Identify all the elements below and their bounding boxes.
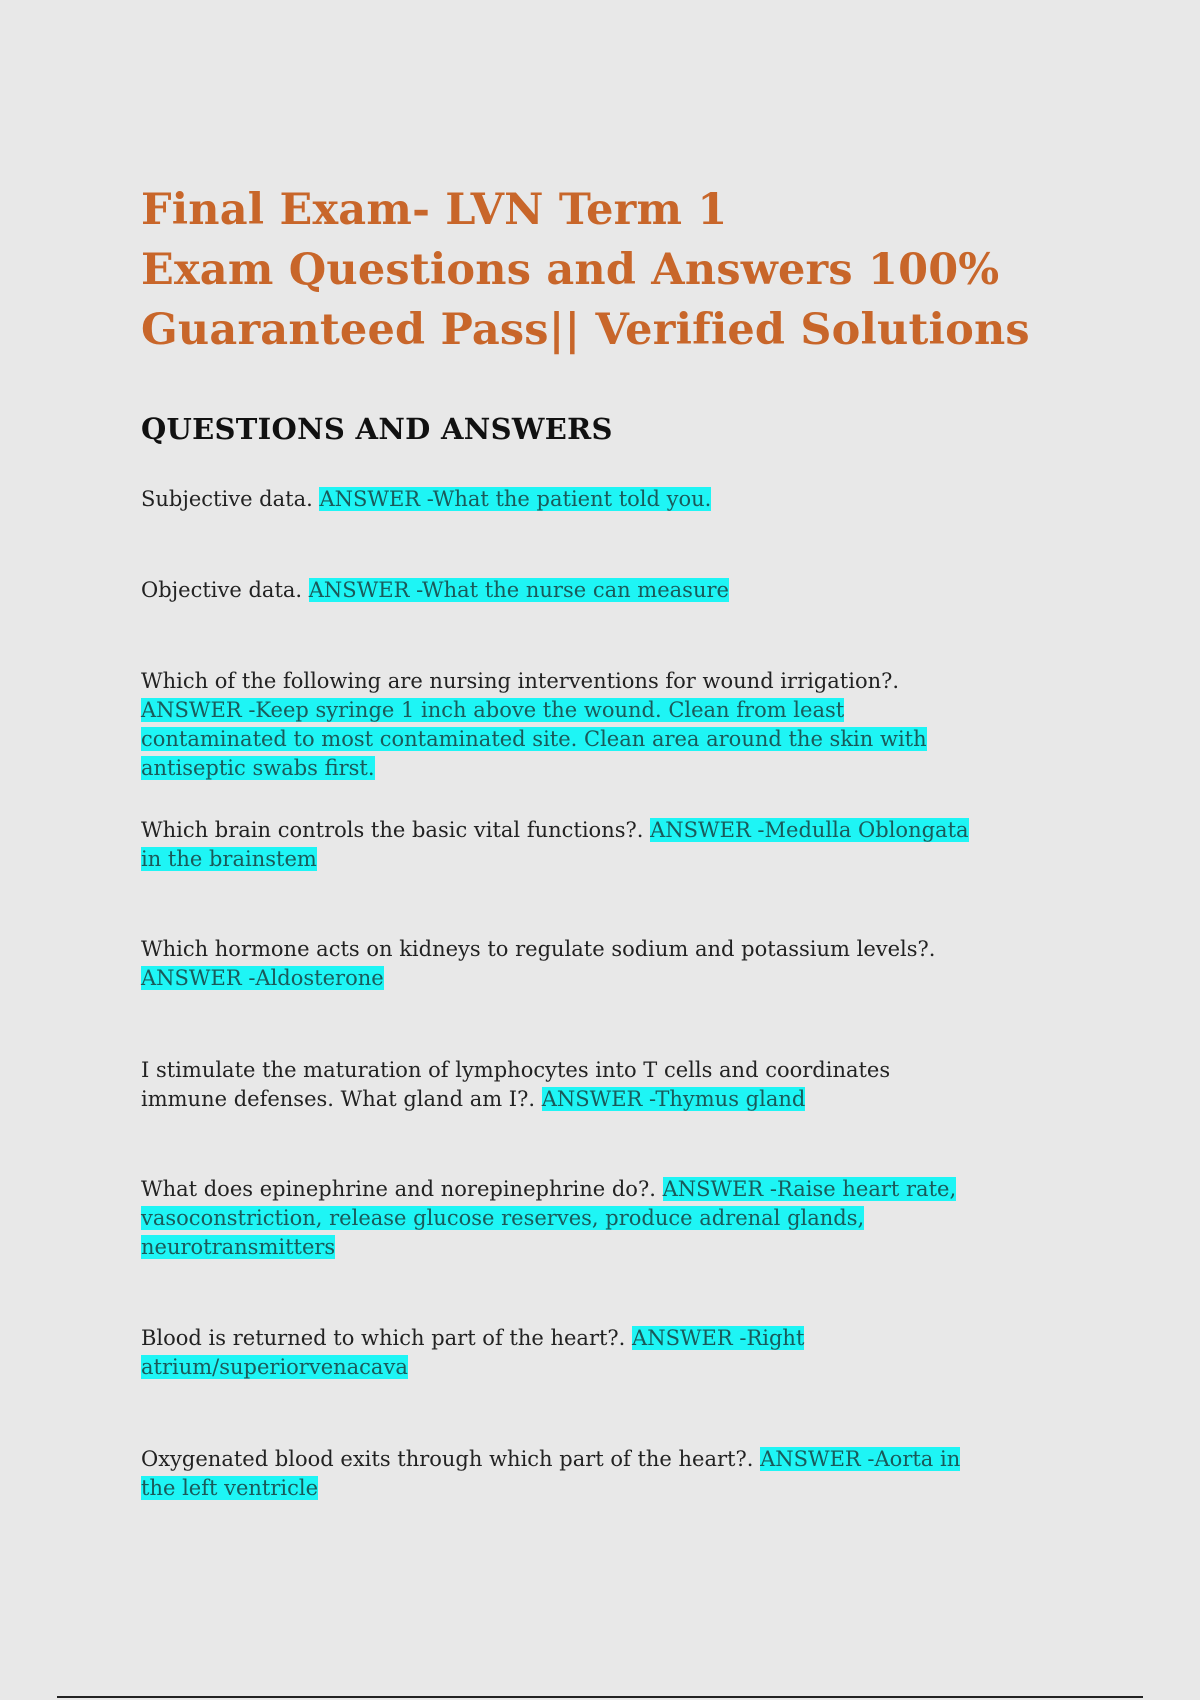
answer-highlight: ANSWER -What the patient told you. (319, 487, 712, 511)
qa-item-kidney-hormone (141, 935, 971, 993)
title-line-1: Final Exam- LVN Term 1 (141, 185, 728, 235)
answer-highlight: ANSWER -Medulla Oblongata in the brainstem (141, 818, 969, 871)
answer-highlight: ANSWER -Thymus gland (541, 1087, 806, 1111)
question-text: Which of the following are nursing interventions for wound irrigation?. (141, 669, 900, 693)
qa-item-epinephrine (141, 1175, 971, 1262)
qa-item-wound-irrigation (141, 667, 971, 783)
question-text: Oxygenated blood exits through which part of the heart?. (141, 1447, 761, 1471)
qa-item-oxygenated-blood (141, 1445, 971, 1503)
question-text: Subjective data. (141, 487, 320, 511)
answer-highlight: ANSWER -What the nurse can measure (308, 578, 729, 602)
question-text: Which hormone acts on kidneys to regulate sodium and potassium levels?. (141, 937, 936, 961)
answer-highlight: ANSWER -Right atrium/superiorvenacava (141, 1326, 805, 1379)
question-text: Which brain controls the basic vital functions?. (141, 818, 651, 842)
answer-highlight: ANSWER -Aorta in the left ventricle (141, 1447, 961, 1500)
title-line-3: Guaranteed Pass|| Verified Solutions (141, 305, 1030, 355)
question-text: Blood is returned to which part of the heart?. (141, 1326, 633, 1350)
qa-item-subjective-data (141, 485, 971, 514)
question-text: I stimulate the maturation of lymphocytes into T cells and coordinates immune defenses. What gland am I?. (141, 1058, 891, 1111)
qa-item-brain-vital-functions (141, 816, 971, 874)
answer-highlight: ANSWER -Raise heart rate, vasoconstriction, release glucose reserves, produce adrenal glands, neurotransmitters (141, 1177, 957, 1259)
document-title (141, 180, 1041, 360)
qa-item-objective-data (141, 576, 971, 605)
footer-rule (57, 1696, 1143, 1698)
title-line-2: Exam Questions and Answers 100% (141, 245, 1000, 295)
qa-item-thymus (141, 1056, 971, 1114)
section-heading: QUESTIONS AND ANSWERS (141, 412, 613, 446)
answer-highlight: ANSWER -Aldosterone (141, 966, 384, 990)
question-text: What does epinephrine and norepinephrine do?. (141, 1177, 663, 1201)
question-text: Objective data. (141, 578, 309, 602)
answer-highlight: ANSWER -Keep syringe 1 inch above the wound. Clean from least contaminated to most contaminated site. Clean area around the skin with antiseptic swabs first. (141, 698, 927, 780)
qa-item-blood-return (141, 1324, 971, 1382)
